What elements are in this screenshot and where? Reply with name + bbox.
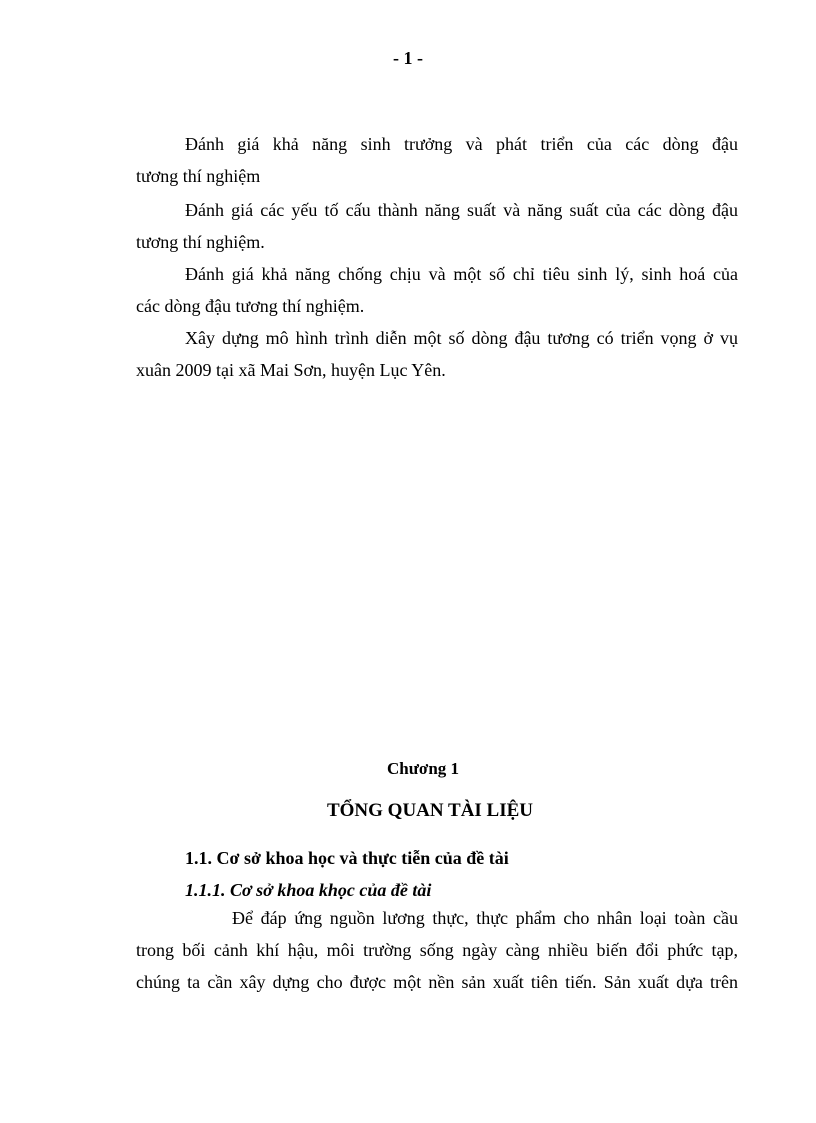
chapter-label: Chương 1 — [386, 759, 460, 778]
paragraph-line: chúng ta cần xây dựng cho được một nền sản xuất tiên tiến. Sản xuất dựa trên — [136, 972, 738, 992]
objective-line: Đánh giá khả năng chống chịu và một số chỉ tiêu sinh lý, sinh hoá của — [185, 264, 738, 284]
chapter-title: TỔNG QUAN TÀI LIỆU — [326, 800, 534, 821]
paragraph-line: trong bối cảnh khí hậu, môi trường sống ngày càng nhiều biến đổi phức tạp, — [136, 940, 738, 960]
subsection-heading: 1.1.1. Cơ sở khoa khọc của đề tài — [185, 880, 432, 900]
objective-line: xuân 2009 tại xã Mai Sơn, huyện Lục Yên. — [136, 360, 446, 380]
paragraph-line: Để đáp ứng nguồn lương thực, thực phẩm cho nhân loại toàn cầu — [232, 908, 738, 928]
objective-line: Xây dựng mô hình trình diễn một số dòng đậu tương có triển vọng ở vụ — [185, 328, 738, 348]
objective-line: tương thí nghiệm. — [136, 232, 265, 252]
section-heading: 1.1. Cơ sở khoa học và thực tiễn của đề tài — [185, 848, 509, 868]
objective-line: tương thí nghiệm — [136, 166, 261, 186]
objective-line: các dòng đậu tương thí nghiệm. — [136, 296, 365, 316]
objective-line: Đánh giá khả năng sinh trưởng và phát triển của các dòng đậu — [185, 134, 738, 154]
page-number: - 1 - — [393, 48, 423, 68]
objective-line: Đánh giá các yếu tố cấu thành năng suất và năng suất của các dòng đậu — [185, 200, 738, 220]
